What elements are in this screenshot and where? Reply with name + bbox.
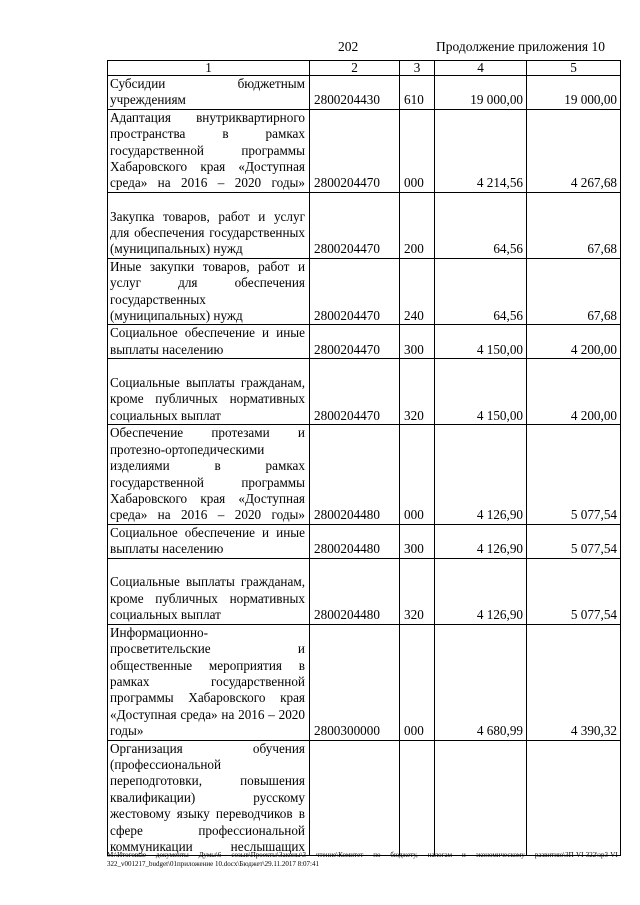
row-value-2018: 4 214,56 <box>435 109 527 192</box>
row-code: 2800204480 <box>310 425 400 524</box>
row-name: Иные закупки товаров, работ и услуг для обеспечения государственных (муниципальных) нужд <box>108 258 310 325</box>
row-name: Закупка товаров, работ и услуг для обеспечения государственных (муниципальных) нужд <box>108 192 310 258</box>
row-expense-type: 240 <box>400 258 435 325</box>
row-name: Обеспечение протезами и протезно-ортопедическими изделиями в рамках государственной программы Хабаровского края «Доступная среда» на 2016 – 2020 годы» <box>108 425 310 524</box>
page-number: 202 <box>338 39 359 54</box>
table-row <box>108 558 621 624</box>
budget-table <box>107 60 621 856</box>
table-row <box>108 425 621 524</box>
row-value-2019: 5 077,54 <box>527 558 621 624</box>
row-expense-type: 320 <box>400 359 435 425</box>
row-code: 2800300000 <box>310 624 400 740</box>
row-expense-type: 000 <box>400 624 435 740</box>
row-code: 2800204480 <box>310 558 400 624</box>
row-expense-type: 000 <box>400 109 435 192</box>
row-expense-type <box>400 740 435 856</box>
row-value-2019: 67,68 <box>527 258 621 325</box>
row-expense-type: 610 <box>400 76 435 110</box>
row-value-2018: 4 126,90 <box>435 558 527 624</box>
table-row <box>108 325 621 359</box>
column-header: 3 <box>400 61 435 76</box>
row-value-2018: 64,56 <box>435 258 527 325</box>
column-header: 1 <box>108 61 310 76</box>
row-value-2018: 19 000,00 <box>435 76 527 110</box>
row-value-2018: 4 126,90 <box>435 524 527 558</box>
row-value-2019: 4 267,68 <box>527 109 621 192</box>
row-name: Организация обучения (профессиональной переподготовки, повышения квалификации) русскому жестовому языку переводчиков в сфере профессиональной коммуникации неслышащих <box>108 740 310 856</box>
row-expense-type: 300 <box>400 524 435 558</box>
row-name: Информационно-просветительские и общественные мероприятия в рамках государственной программы Хабаровского края «Доступная среда» на 2016 – 2020 годы» <box>108 624 310 740</box>
table-row <box>108 192 621 258</box>
row-code: 2800204470 <box>310 192 400 258</box>
file-path-footer: М:\Итоговые документы Думы\6 созыв\Проекты\Законы\3 чтение\Комитет по бюджету, налогам и экономическому развитию\3П-VI-322\зр3-VI-322_v001217_budget\01приложение 10.docx\Бюджет\29.11.2017 8:07:41 <box>107 851 620 868</box>
row-value-2018: 4 150,00 <box>435 325 527 359</box>
table-row <box>108 359 621 425</box>
table-header-row <box>108 61 621 76</box>
row-code: 2800204480 <box>310 524 400 558</box>
row-code: 2800204470 <box>310 325 400 359</box>
column-header: 5 <box>527 61 621 76</box>
row-expense-type: 320 <box>400 558 435 624</box>
row-value-2019: 4 200,00 <box>527 325 621 359</box>
table-row <box>108 258 621 325</box>
row-value-2018 <box>435 740 527 856</box>
row-code: 2800204470 <box>310 359 400 425</box>
row-code: 2800204470 <box>310 258 400 325</box>
row-value-2018: 4 150,00 <box>435 359 527 425</box>
row-value-2019: 67,68 <box>527 192 621 258</box>
row-name: Социальное обеспечение и иные выплаты населению <box>108 325 310 359</box>
row-value-2018: 4 680,99 <box>435 624 527 740</box>
row-value-2019: 4 200,00 <box>527 359 621 425</box>
row-name: Социальные выплаты гражданам, кроме публичных нормативных социальных выплат <box>108 359 310 425</box>
row-code: 2800204430 <box>310 76 400 110</box>
row-value-2019: 19 000,00 <box>527 76 621 110</box>
row-name: Социальные выплаты гражданам, кроме публичных нормативных социальных выплат <box>108 558 310 624</box>
table-row <box>108 524 621 558</box>
row-value-2019: 4 390,32 <box>527 624 621 740</box>
row-value-2019: 5 077,54 <box>527 425 621 524</box>
row-name: Субсидии бюджетным учреждениям <box>108 76 310 110</box>
appendix-continuation-label: Продолжение приложения 10 <box>436 39 606 54</box>
table-row <box>108 624 621 740</box>
row-name: Социальное обеспечение и иные выплаты населению <box>108 524 310 558</box>
row-code <box>310 740 400 856</box>
row-value-2019 <box>527 740 621 856</box>
table-row <box>108 109 621 192</box>
table-row <box>108 76 621 110</box>
row-expense-type: 200 <box>400 192 435 258</box>
row-expense-type: 000 <box>400 425 435 524</box>
column-header: 2 <box>310 61 400 76</box>
table-row <box>108 740 621 856</box>
row-value-2018: 4 126,90 <box>435 425 527 524</box>
column-header: 4 <box>435 61 527 76</box>
row-code: 2800204470 <box>310 109 400 192</box>
row-name: Адаптация внутриквартирного пространства в рамках государственной программы Хабаровского края «Доступная среда» на 2016 – 2020 годы» <box>108 109 310 192</box>
row-value-2019: 5 077,54 <box>527 524 621 558</box>
row-expense-type: 300 <box>400 325 435 359</box>
row-value-2018: 64,56 <box>435 192 527 258</box>
